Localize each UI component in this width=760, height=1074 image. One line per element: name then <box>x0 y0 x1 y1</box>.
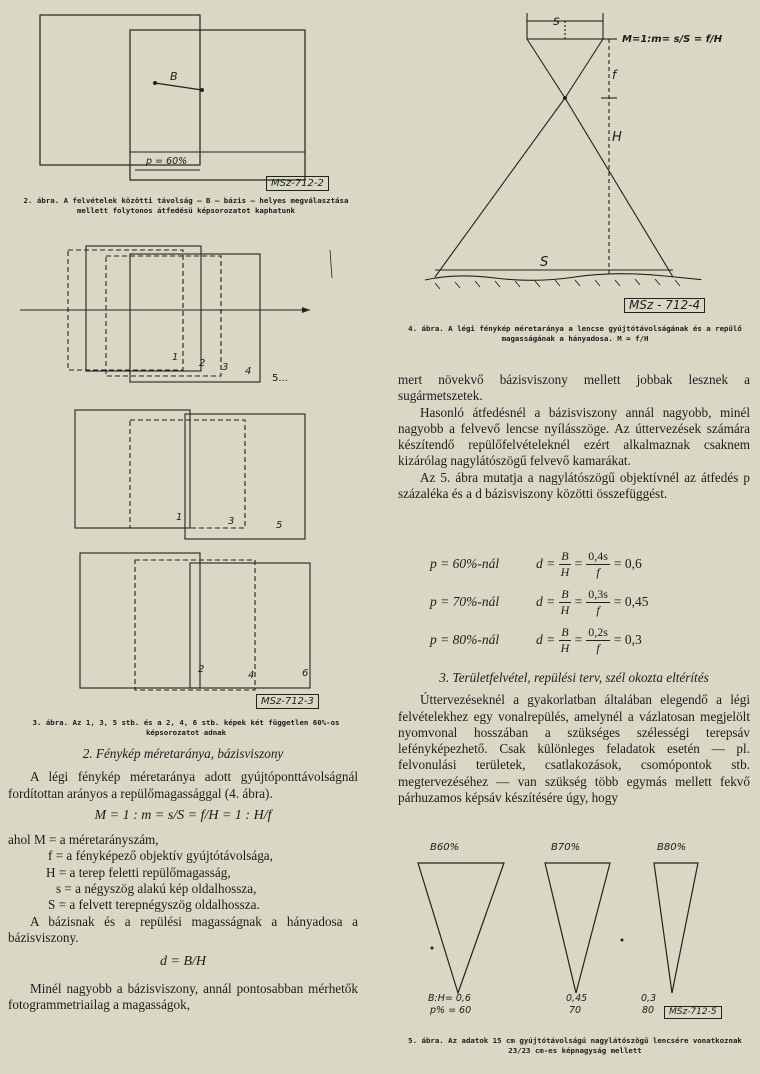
fig5-cone-3-bottom-1: 0,3 <box>641 993 657 1004</box>
definition-H: H = a terep feletti repülőmagasság, <box>46 864 231 880</box>
right-column-lower <box>398 670 750 806</box>
fig5-caption: 5. ábra. Az adatok 15 cm gyújtótávolságú nagylátószögű lencsére vonatkoznak 23/23 cm-es képnagyság mellett <box>408 1036 742 1055</box>
fig4-label-s: s <box>553 14 560 29</box>
fig3-top-label-1: 1 <box>172 352 179 363</box>
fig2-label-p: p = 60% <box>146 156 188 167</box>
section-heading-3: 3. Területfelvétel, repülési terv, szél okozta eltérítés <box>439 670 709 685</box>
definition-s: s = a négyszög alakú kép oldalhossza, <box>56 881 257 897</box>
equation-60-num: 0,4s <box>588 548 608 563</box>
fig3-bot-label-2: 2 <box>198 664 205 675</box>
equations-block <box>430 545 730 659</box>
right-para-1: mert növekvő bázisviszony mellett jobbak lesznek a sugármetszetek. <box>398 372 750 404</box>
fig3-top-label-2: 2 <box>199 358 206 369</box>
formula-M: M = 1 : m = s/S = f/H = 1 : H/f <box>94 807 272 823</box>
right-para-3: Az 5. ábra mutatja a nagylátószögű objektívnél az átfedés p százaléka és a d bázisviszony közötti összefüggést. <box>398 469 750 502</box>
equation-80-num: 0,2s <box>588 624 608 639</box>
definition-M: ahol M = a méretarányszám, <box>8 832 159 848</box>
left-column <box>8 746 358 1013</box>
equation-60-result: = 0,6 <box>613 556 642 571</box>
fig4-label-H: H <box>612 130 622 145</box>
fig3-top-label-5: 5... <box>272 373 288 384</box>
fig2-code: MSz-712-2 <box>266 176 329 191</box>
fig4-label-S: S <box>540 255 549 270</box>
formula-d: d = B/H <box>160 954 206 970</box>
fig3-mid-label-5: 5 <box>276 520 283 531</box>
fig4-code: MSz - 712-4 <box>624 298 705 313</box>
fig4-caption: 4. ábra. A légi fénykép méretaránya a lencse gyújtótávolságának és a repülő magasságának a hányadosa. M = f/H <box>408 324 742 343</box>
figure-2 <box>30 10 370 190</box>
right-para-2: Hasonló átfedésnél a bázisviszony annál nagyobb, minél nagyobb a felvevő lencse nyílásszöge. Az úttervezések számára készítendő repülőfelvételeknél ezért alkalmaznak csaknem kizárólag nagylátószögű felvevő kamarákat. <box>398 404 750 469</box>
definition-S: S = a felvett terepnégyszög oldalhossza. <box>48 897 260 913</box>
equation-70-num: 0,3s <box>588 586 608 601</box>
fig4-formula: M=1:m= s/S = f/H <box>622 34 723 45</box>
left-para-3: Minél nagyobb a bázisviszony, annál pontosabban mérhetők fotogrammetriailag a magasságok, <box>8 980 358 1012</box>
section-heading-2: 2. Fénykép méretaránya, bázisviszony <box>82 746 284 761</box>
fig5-cone-1-bottom-2: p% = 60 <box>430 1005 472 1016</box>
left-para-1: A légi fénykép méretaránya adott gyújtóponttávolságnál fordítottan arányos a repülőmagassággal (4. ábra). <box>8 769 358 801</box>
equation-60: p = 60%-nál d = $\frac{B}{H}$ = $\frac{0,4s}{f}$ = 0,6 <box>430 548 642 579</box>
fig3-top-label-3: 3 <box>222 362 229 373</box>
right-column <box>398 372 750 502</box>
fig3-mid-label-3: 3 <box>228 516 235 527</box>
definition-f: f = a fényképező objektív gyújtótávolsága, <box>48 848 273 864</box>
fig3-top-label-4: 4 <box>245 366 252 377</box>
equation-70: p = 70%-nál d = $\frac{B}{H}$ = $\frac{0,3s}{f}$ = 0,45 <box>430 586 649 617</box>
equation-70-lhs: p = 70%-nál <box>430 594 500 609</box>
fig5-code: MSz-712-5 <box>664 1006 722 1019</box>
fig2-caption: 2. ábra. A felvételek közötti távolság — B — bázis — helyes megválasztása mellett folytonos átfedésü képsorozatot kaphatunk <box>23 196 349 215</box>
equation-80-result: = 0,3 <box>613 632 642 647</box>
definitions-list <box>8 832 358 913</box>
fig3-code: MSz-712-3 <box>256 694 319 709</box>
fig5-cone-3-top: B80% <box>657 842 687 853</box>
equation-70-result: = 0,45 <box>613 594 649 609</box>
left-para-2: A bázisnak és a repülési magasságnak a hányadosa a bázisviszony. <box>8 913 358 945</box>
equation-80: p = 80%-nál d = $\frac{B}{H}$ = $\frac{0,2s}{f}$ = 0,3 <box>430 624 642 655</box>
fig5-cone-1-top: B60% <box>430 842 460 853</box>
equation-80-lhs: p = 80%-nál <box>430 632 500 647</box>
fig5-cone-2-bottom-1: 0,45 <box>566 993 588 1004</box>
figure-3 <box>10 238 350 708</box>
equation-60-lhs: p = 60%-nál <box>430 556 500 571</box>
right-para-4: Úttervezéseknél a gyakorlatban általában elegendő a légi felvételekhez egy vonalrepülés, amelynél a vázlatosan megjelölt nyomvonal hosszában a szükséges szélességi terepsáv lefényképezhető. Csak különleges feladatok esetén — pl. felvonulási területek, csatlakozások, csomópontok stb. megtervezéséhez — van szükség több egymás mellett fekvő párhuzamos képsáv készítésére úgy, hogy <box>398 692 750 806</box>
fig5-cone-2-top: B70% <box>551 842 581 853</box>
fig2-label-B: B <box>170 70 178 83</box>
figure-4 <box>415 5 715 305</box>
fig5-cone-1-bottom-1: B:H= 0,6 <box>428 993 471 1004</box>
fig3-caption: 3. ábra. Az 1, 3, 5 stb. és a 2, 4, 6 stb. képek két független 60%-os képsorozatot adnak <box>32 718 340 737</box>
figure-5 <box>410 855 730 1015</box>
fig5-cone-2-bottom-2: 70 <box>569 1005 582 1016</box>
fig3-bot-label-4: 4 <box>248 670 255 681</box>
fig3-mid-label-1: 1 <box>176 512 183 523</box>
fig5-cone-3-bottom-2: 80 <box>642 1005 655 1016</box>
fig4-label-f: f <box>612 68 617 82</box>
fig3-bot-label-6: 6 <box>302 668 309 679</box>
